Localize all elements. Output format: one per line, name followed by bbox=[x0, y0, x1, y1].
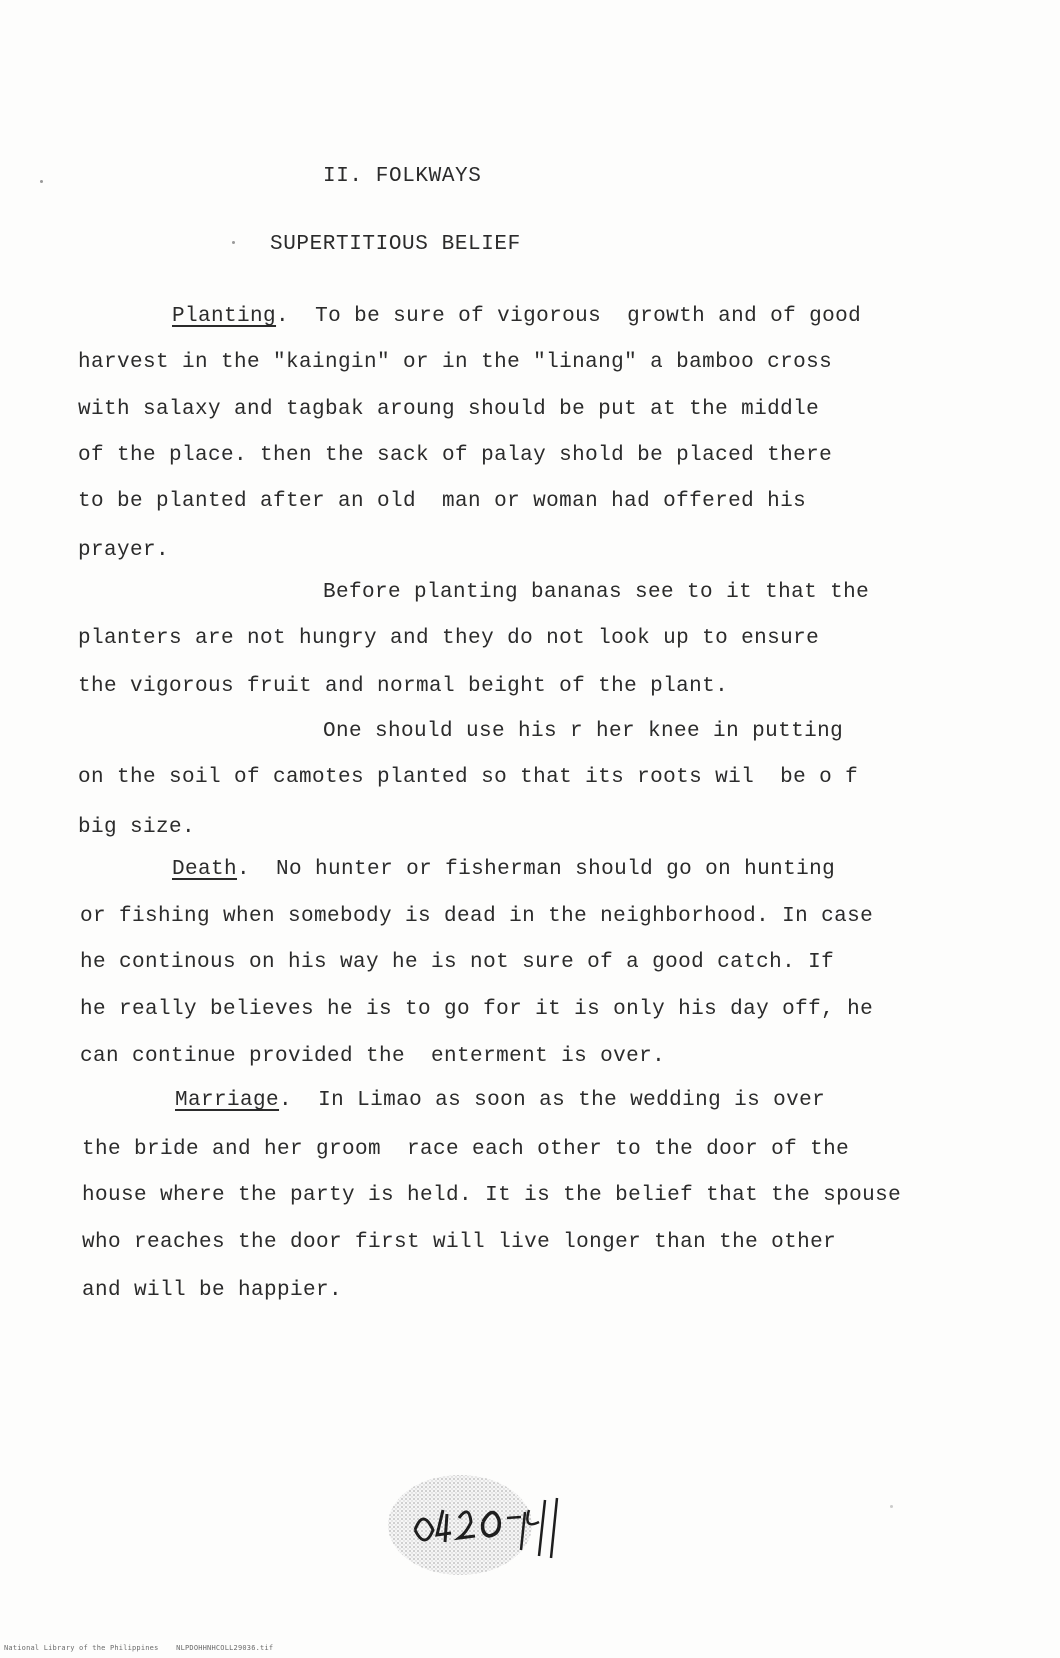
planting-line-5: to be planted after an old man or woman had offered his bbox=[78, 490, 807, 513]
planting-line-3: with salaxy and tagbak aroung should be put at the middle bbox=[78, 398, 820, 421]
planting-first-line bbox=[172, 306, 861, 327]
subtitle: SUPERTITIOUS BELIEF bbox=[270, 233, 521, 256]
marriage-line-5: and will be happier. bbox=[82, 1279, 343, 1302]
bananas-line-3: the vigorous fruit and normal beight of the plant. bbox=[78, 675, 729, 698]
scan-footer: National Library of the Philippines NLPDOHHNHCOLL29036.tif bbox=[4, 1644, 274, 1652]
bananas-line-2: planters are not hungry and they do not look up to ensure bbox=[78, 627, 820, 650]
planting-heading: Planting bbox=[172, 305, 277, 328]
planting-line-4: of the place. then the sack of palay shold be placed there bbox=[78, 444, 833, 467]
death-line-5: can continue provided the enterment is over. bbox=[80, 1045, 666, 1068]
death-first-line bbox=[172, 859, 835, 880]
marriage-heading-punct: . bbox=[279, 1089, 293, 1112]
scan-speck bbox=[232, 241, 235, 244]
death-line-3: he continous on his way he is not sure of a good catch. If bbox=[80, 951, 835, 974]
planting-line-6: prayer. bbox=[78, 539, 170, 562]
camotes-line-2: on the soil of camotes planted so that its roots wil be o f bbox=[78, 766, 859, 789]
marriage-line-3: house where the party is held. It is the belief that the spouse bbox=[82, 1184, 902, 1207]
marriage-heading: Marriage bbox=[175, 1089, 280, 1112]
camotes-line-1: One should use his r her knee in putting bbox=[323, 720, 844, 743]
death-line-1: No hunter or fisherman should go on hunting bbox=[276, 858, 836, 881]
death-heading-punct: . bbox=[237, 858, 251, 881]
death-line-2: or fishing when somebody is dead in the neighborhood. In case bbox=[80, 905, 874, 928]
bananas-line-1: Before planting bananas see to it that the bbox=[323, 581, 870, 604]
marriage-line-1: In Limao as soon as the wedding is over bbox=[318, 1089, 826, 1112]
section-title: II. FOLKWAYS bbox=[323, 165, 482, 188]
planting-line-2: harvest in the "kaingin" or in the "linang" a bamboo cross bbox=[78, 351, 833, 374]
marriage-first-line bbox=[175, 1090, 825, 1111]
planting-heading-punct: . bbox=[276, 305, 290, 328]
camotes-line-3: big size. bbox=[78, 816, 196, 839]
scan-speck bbox=[40, 180, 43, 183]
marriage-line-4: who reaches the door first will live longer than the other bbox=[82, 1231, 837, 1254]
marriage-line-2: the bride and her groom race each other to the door of the bbox=[82, 1138, 850, 1161]
page-number-stamp bbox=[385, 1470, 605, 1580]
planting-line-1: To be sure of vigorous growth and of good bbox=[315, 305, 862, 328]
death-line-4: he really believes he is to go for it is only his day off, he bbox=[80, 998, 874, 1021]
death-heading: Death bbox=[172, 858, 238, 881]
scan-speck bbox=[890, 1505, 893, 1508]
